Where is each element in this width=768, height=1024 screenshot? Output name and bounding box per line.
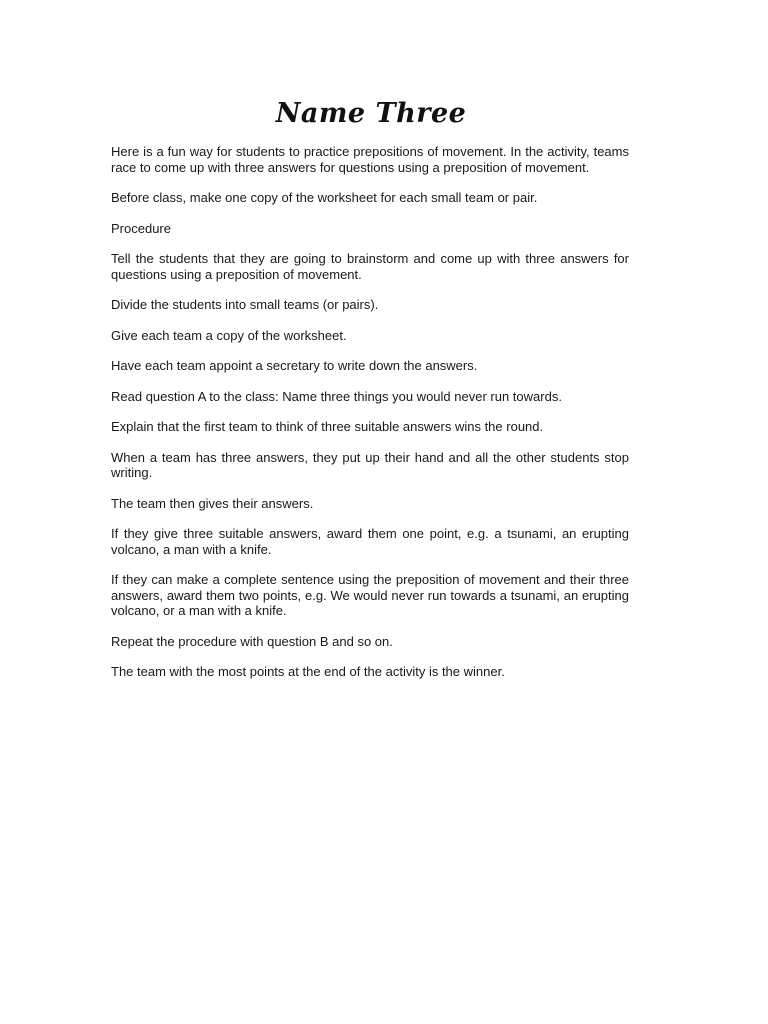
paragraph-step-two-points: If they can make a complete sentence using the preposition of movement and their three answers, award them two points, e.g. We would never run towards a tsunami, an erupting volcano, or a man with a knife. xyxy=(111,572,629,618)
paragraph-step-question-a: Read question A to the class: Name three things you would never run towards. xyxy=(111,388,562,404)
paragraph-before-class: Before class, make one copy of the worksheet for each small team or pair. xyxy=(111,190,538,205)
paragraph-step-worksheet: Give each team a copy of the worksheet. xyxy=(111,327,347,343)
paragraph-step-divide: Divide the students into small teams (or pairs). xyxy=(111,297,379,312)
paragraph-procedure-heading: Procedure xyxy=(111,220,171,236)
paragraph-intro: Here is a fun way for students to practice prepositions of movement. In the activity, teams race to come up with three answers for questions using a preposition of movement. xyxy=(111,144,629,175)
paragraph-step-secretary: Have each team appoint a secretary to write down the answers. xyxy=(111,358,478,373)
paragraph-step-brainstorm: Tell the students that they are going to brainstorm and come up with three answers for questions using a preposition of movement. xyxy=(111,251,629,282)
paragraph-winner: The team with the most points at the end of the activity is the winner. xyxy=(111,664,505,679)
paragraph-step-hand-up: When a team has three answers, they put up their hand and all the other students stop writing. xyxy=(111,449,629,480)
paragraph-step-repeat: Repeat the procedure with question B and so on. xyxy=(111,633,393,649)
paragraph-step-answers: The team then gives their answers. xyxy=(111,495,314,511)
paragraph-step-explain: Explain that the first team to think of three suitable answers wins the round. xyxy=(111,419,544,434)
document-body xyxy=(111,144,629,695)
paragraph-step-one-point: If they give three suitable answers, award them one point, e.g. a tsunami, an erupting volcano, a man with a knife. xyxy=(111,526,629,557)
document-title: Name Three xyxy=(275,98,467,129)
